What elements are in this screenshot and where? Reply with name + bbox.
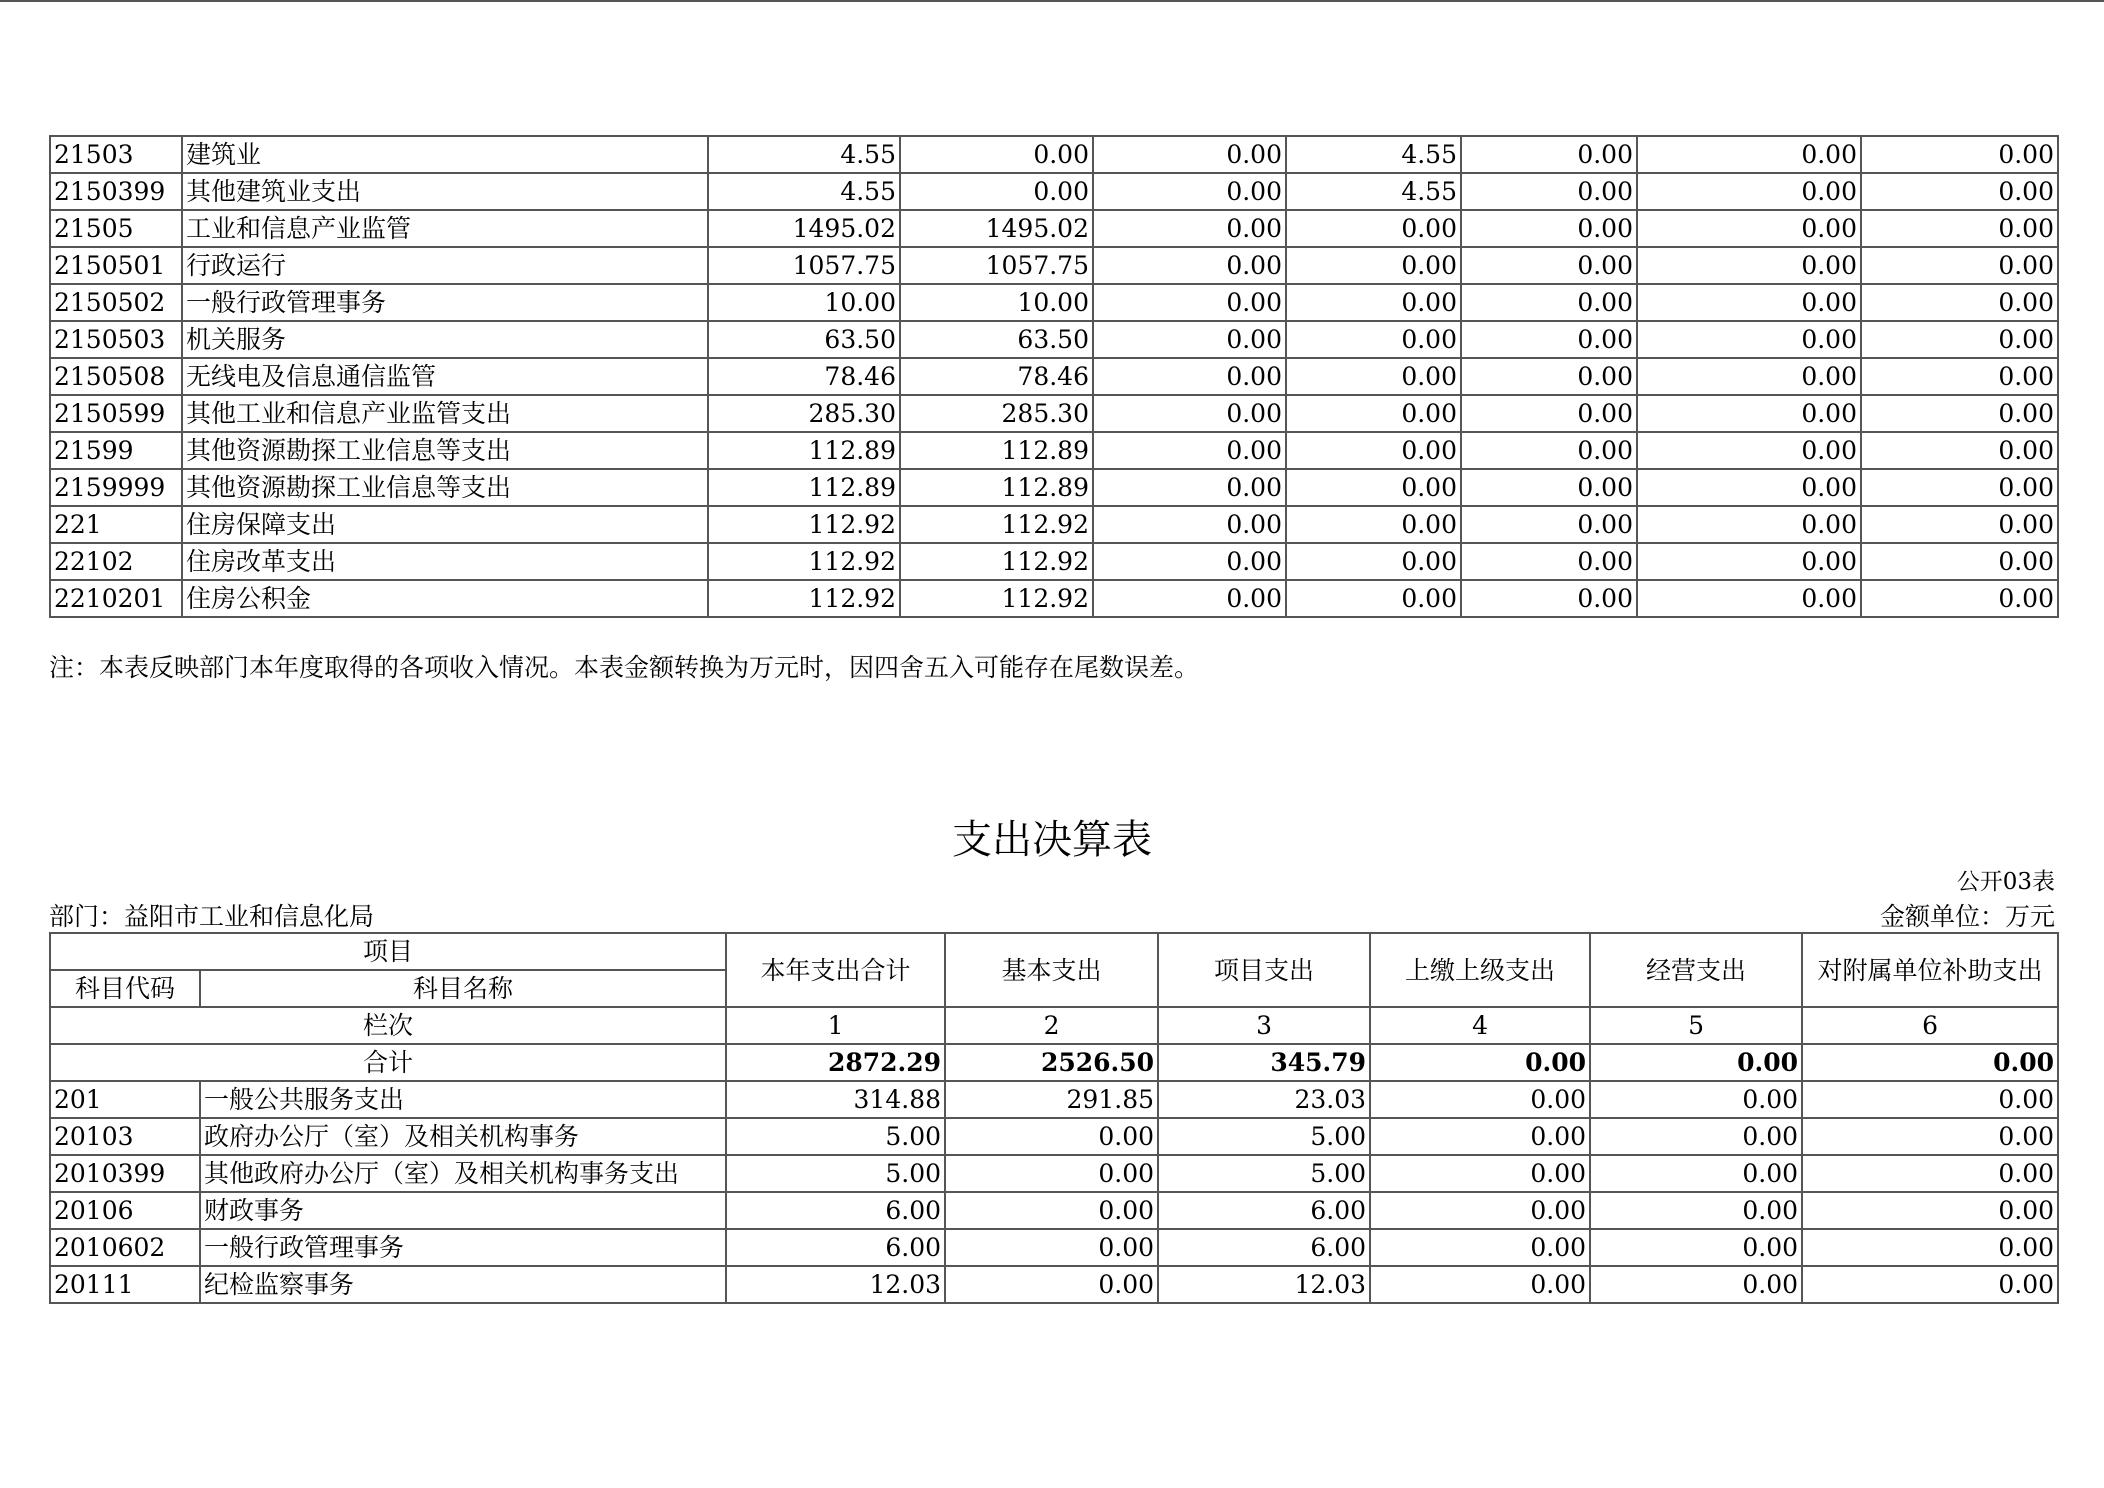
amount-cell: 63.50 bbox=[708, 321, 900, 358]
amount-cell: 0.00 bbox=[1590, 1192, 1802, 1229]
amount-cell: 6.00 bbox=[1158, 1229, 1370, 1266]
amount-cell: 0.00 bbox=[1637, 284, 1861, 321]
subject-name-cell: 财政事务 bbox=[200, 1192, 726, 1229]
subject-code-cell: 2150508 bbox=[50, 358, 182, 395]
amount-cell: 10.00 bbox=[900, 284, 1093, 321]
subject-name-cell: 机关服务 bbox=[182, 321, 708, 358]
amount-cell: 78.46 bbox=[900, 358, 1093, 395]
amount-cell: 0.00 bbox=[1286, 432, 1461, 469]
amount-cell: 6.00 bbox=[726, 1229, 945, 1266]
amount-cell: 112.89 bbox=[900, 432, 1093, 469]
amount-cell: 0.00 bbox=[1861, 136, 2058, 173]
subject-code-cell: 2150399 bbox=[50, 173, 182, 210]
amount-cell: 0.00 bbox=[1590, 1118, 1802, 1155]
amount-cell: 0.00 bbox=[1861, 543, 2058, 580]
amount-cell: 0.00 bbox=[1093, 469, 1286, 506]
amount-cell: 4.55 bbox=[1286, 136, 1461, 173]
header-col-basic: 基本支出 bbox=[945, 933, 1158, 1007]
subject-name-cell: 纪检监察事务 bbox=[200, 1266, 726, 1303]
subject-code-cell: 2150503 bbox=[50, 321, 182, 358]
table-row bbox=[50, 1192, 2058, 1229]
table-row bbox=[50, 432, 2058, 469]
column-index-6: 6 bbox=[1802, 1007, 2058, 1044]
amount-cell: 0.00 bbox=[1861, 580, 2058, 617]
table-row bbox=[50, 1081, 2058, 1118]
amount-cell: 0.00 bbox=[900, 173, 1093, 210]
amount-cell: 0.00 bbox=[1590, 1081, 1802, 1118]
amount-cell: 0.00 bbox=[1861, 247, 2058, 284]
amount-cell: 0.00 bbox=[1461, 321, 1637, 358]
amount-cell: 0.00 bbox=[1861, 432, 2058, 469]
table-row bbox=[50, 321, 2058, 358]
amount-cell: 78.46 bbox=[708, 358, 900, 395]
subject-name-cell: 其他工业和信息产业监管支出 bbox=[182, 395, 708, 432]
amount-cell: 0.00 bbox=[1286, 247, 1461, 284]
subject-code-cell: 2150599 bbox=[50, 395, 182, 432]
amount-cell: 0.00 bbox=[1093, 506, 1286, 543]
table-row bbox=[50, 210, 2058, 247]
subject-name-cell: 建筑业 bbox=[182, 136, 708, 173]
amount-cell: 0.00 bbox=[1093, 247, 1286, 284]
amount-cell: 0.00 bbox=[1370, 1118, 1590, 1155]
amount-cell: 112.92 bbox=[900, 506, 1093, 543]
amount-cell: 0.00 bbox=[1461, 506, 1637, 543]
amount-cell: 112.92 bbox=[708, 506, 900, 543]
amount-cell: 5.00 bbox=[1158, 1118, 1370, 1155]
amount-cell: 0.00 bbox=[1802, 1266, 2058, 1303]
header-code: 科目代码 bbox=[50, 970, 200, 1007]
amount-cell: 0.00 bbox=[1286, 395, 1461, 432]
amount-cell: 0.00 bbox=[1637, 247, 1861, 284]
amount-cell: 0.00 bbox=[1637, 580, 1861, 617]
amount-cell: 0.00 bbox=[1861, 469, 2058, 506]
subject-name-cell: 一般行政管理事务 bbox=[182, 284, 708, 321]
amount-cell: 0.00 bbox=[1861, 395, 2058, 432]
header-col-subsidiary: 对附属单位补助支出 bbox=[1802, 933, 2058, 1007]
amount-cell: 0.00 bbox=[1461, 432, 1637, 469]
subject-code-cell: 201 bbox=[50, 1081, 200, 1118]
table-row bbox=[50, 284, 2058, 321]
header-item: 项目 bbox=[50, 933, 726, 970]
subject-name-cell: 无线电及信息通信监管 bbox=[182, 358, 708, 395]
amount-cell: 112.89 bbox=[708, 469, 900, 506]
expense-table-title: 支出决算表 bbox=[952, 817, 1152, 863]
amount-cell: 0.00 bbox=[1861, 173, 2058, 210]
subject-name-cell: 其他建筑业支出 bbox=[182, 173, 708, 210]
amount-cell: 0.00 bbox=[1286, 506, 1461, 543]
amount-cell: 0.00 bbox=[1286, 469, 1461, 506]
column-index-label: 栏次 bbox=[50, 1007, 726, 1044]
amount-cell: 0.00 bbox=[1370, 1155, 1590, 1192]
amount-cell: 0.00 bbox=[1802, 1155, 2058, 1192]
amount-cell: 291.85 bbox=[945, 1081, 1158, 1118]
amount-cell: 0.00 bbox=[1093, 136, 1286, 173]
amount-cell: 0.00 bbox=[1286, 543, 1461, 580]
table-row bbox=[50, 1155, 2058, 1192]
amount-cell: 0.00 bbox=[1286, 321, 1461, 358]
amount-cell: 0.00 bbox=[1637, 173, 1861, 210]
subject-name-cell: 住房公积金 bbox=[182, 580, 708, 617]
amount-cell: 4.55 bbox=[708, 173, 900, 210]
subject-name-cell: 其他资源勘探工业信息等支出 bbox=[182, 432, 708, 469]
amount-cell: 12.03 bbox=[1158, 1266, 1370, 1303]
table-row bbox=[50, 395, 2058, 432]
subject-code-cell: 2010399 bbox=[50, 1155, 200, 1192]
amount-cell: 314.88 bbox=[726, 1081, 945, 1118]
amount-cell: 0.00 bbox=[1370, 1229, 1590, 1266]
table-row bbox=[50, 1266, 2058, 1303]
amount-cell: 1495.02 bbox=[708, 210, 900, 247]
total-value-4: 0.00 bbox=[1370, 1044, 1590, 1081]
amount-cell: 0.00 bbox=[1590, 1155, 1802, 1192]
subject-code-cell: 20106 bbox=[50, 1192, 200, 1229]
subject-code-cell: 21505 bbox=[50, 210, 182, 247]
amount-cell: 0.00 bbox=[1093, 543, 1286, 580]
amount-cell: 0.00 bbox=[1286, 284, 1461, 321]
header-col-total: 本年支出合计 bbox=[726, 933, 945, 1007]
total-value-3: 345.79 bbox=[1158, 1044, 1370, 1081]
amount-cell: 0.00 bbox=[1093, 358, 1286, 395]
amount-cell: 0.00 bbox=[1637, 136, 1861, 173]
column-index-row bbox=[50, 1007, 2058, 1044]
table-row bbox=[50, 358, 2058, 395]
subject-name-cell: 政府办公厅（室）及相关机构事务 bbox=[200, 1118, 726, 1155]
amount-cell: 0.00 bbox=[1861, 506, 2058, 543]
amount-cell: 4.55 bbox=[708, 136, 900, 173]
subject-name-cell: 住房保障支出 bbox=[182, 506, 708, 543]
subject-code-cell: 221 bbox=[50, 506, 182, 543]
subject-code-cell: 20103 bbox=[50, 1118, 200, 1155]
amount-cell: 0.00 bbox=[945, 1229, 1158, 1266]
subject-name-cell: 行政运行 bbox=[182, 247, 708, 284]
subject-code-cell: 21503 bbox=[50, 136, 182, 173]
form-number: 公开03表 bbox=[1956, 869, 2055, 895]
header-name: 科目名称 bbox=[200, 970, 726, 1007]
subject-name-cell: 其他资源勘探工业信息等支出 bbox=[182, 469, 708, 506]
table-row bbox=[50, 469, 2058, 506]
total-value-1: 2872.29 bbox=[726, 1044, 945, 1081]
column-index-2: 2 bbox=[945, 1007, 1158, 1044]
amount-cell: 285.30 bbox=[708, 395, 900, 432]
amount-cell: 112.92 bbox=[708, 543, 900, 580]
column-index-5: 5 bbox=[1590, 1007, 1802, 1044]
subject-code-cell: 22102 bbox=[50, 543, 182, 580]
amount-cell: 0.00 bbox=[1590, 1266, 1802, 1303]
amount-cell: 0.00 bbox=[945, 1118, 1158, 1155]
amount-cell: 0.00 bbox=[945, 1192, 1158, 1229]
amount-cell: 0.00 bbox=[1093, 173, 1286, 210]
amount-cell: 12.03 bbox=[726, 1266, 945, 1303]
subject-code-cell: 20111 bbox=[50, 1266, 200, 1303]
amount-cell: 0.00 bbox=[945, 1266, 1158, 1303]
table-row bbox=[50, 506, 2058, 543]
amount-cell: 0.00 bbox=[1461, 173, 1637, 210]
subject-code-cell: 2210201 bbox=[50, 580, 182, 617]
amount-cell: 0.00 bbox=[1637, 358, 1861, 395]
amount-cell: 5.00 bbox=[1158, 1155, 1370, 1192]
subject-name-cell: 一般公共服务支出 bbox=[200, 1081, 726, 1118]
column-index-4: 4 bbox=[1370, 1007, 1590, 1044]
column-index-1: 1 bbox=[726, 1007, 945, 1044]
amount-cell: 0.00 bbox=[1093, 432, 1286, 469]
subject-name-cell: 住房改革支出 bbox=[182, 543, 708, 580]
expense-table bbox=[49, 932, 2059, 1304]
subject-code-cell: 2150501 bbox=[50, 247, 182, 284]
amount-cell: 0.00 bbox=[1286, 210, 1461, 247]
amount-cell: 0.00 bbox=[1461, 543, 1637, 580]
amount-cell: 0.00 bbox=[1802, 1118, 2058, 1155]
header-col-operating: 经营支出 bbox=[1590, 933, 1802, 1007]
amount-cell: 0.00 bbox=[1802, 1192, 2058, 1229]
amount-cell: 0.00 bbox=[1861, 210, 2058, 247]
amount-cell: 0.00 bbox=[1370, 1266, 1590, 1303]
amount-cell: 0.00 bbox=[1637, 395, 1861, 432]
amount-cell: 112.92 bbox=[708, 580, 900, 617]
amount-cell: 0.00 bbox=[1461, 210, 1637, 247]
amount-cell: 0.00 bbox=[1370, 1192, 1590, 1229]
amount-cell: 0.00 bbox=[1461, 469, 1637, 506]
total-value-5: 0.00 bbox=[1590, 1044, 1802, 1081]
income-table-continued bbox=[49, 135, 2059, 618]
table-row bbox=[50, 173, 2058, 210]
header-col-upper: 上缴上级支出 bbox=[1370, 933, 1590, 1007]
amount-cell: 0.00 bbox=[945, 1155, 1158, 1192]
amount-cell: 23.03 bbox=[1158, 1081, 1370, 1118]
amount-cell: 4.55 bbox=[1286, 173, 1461, 210]
department-label: 部门：益阳市工业和信息化局 bbox=[49, 902, 375, 931]
column-index-3: 3 bbox=[1158, 1007, 1370, 1044]
amount-cell: 285.30 bbox=[900, 395, 1093, 432]
amount-cell: 0.00 bbox=[1286, 580, 1461, 617]
amount-cell: 0.00 bbox=[1093, 321, 1286, 358]
amount-cell: 0.00 bbox=[1861, 358, 2058, 395]
amount-cell: 1057.75 bbox=[708, 247, 900, 284]
table-row bbox=[50, 1229, 2058, 1266]
income-table-note: 注：本表反映部门本年度取得的各项收入情况。本表金额转换为万元时，因四舍五入可能存在尾数误差。 bbox=[49, 653, 1200, 682]
amount-cell: 0.00 bbox=[1093, 210, 1286, 247]
amount-cell: 5.00 bbox=[726, 1155, 945, 1192]
amount-cell: 1057.75 bbox=[900, 247, 1093, 284]
amount-cell: 0.00 bbox=[1370, 1081, 1590, 1118]
amount-cell: 0.00 bbox=[1802, 1081, 2058, 1118]
table-row bbox=[50, 136, 2058, 173]
amount-cell: 112.92 bbox=[900, 580, 1093, 617]
amount-cell: 0.00 bbox=[1802, 1229, 2058, 1266]
amount-cell: 0.00 bbox=[1093, 284, 1286, 321]
subject-name-cell: 其他政府办公厅（室）及相关机构事务支出 bbox=[200, 1155, 726, 1192]
amount-cell: 10.00 bbox=[708, 284, 900, 321]
amount-unit-label: 金额单位：万元 bbox=[1879, 902, 2055, 931]
amount-cell: 0.00 bbox=[1461, 358, 1637, 395]
total-value-2: 2526.50 bbox=[945, 1044, 1158, 1081]
amount-cell: 6.00 bbox=[1158, 1192, 1370, 1229]
amount-cell: 0.00 bbox=[1590, 1229, 1802, 1266]
header-row-1 bbox=[50, 933, 2058, 970]
amount-cell: 0.00 bbox=[1861, 284, 2058, 321]
amount-cell: 112.89 bbox=[900, 469, 1093, 506]
subject-name-cell: 工业和信息产业监管 bbox=[182, 210, 708, 247]
table-row bbox=[50, 247, 2058, 284]
amount-cell: 63.50 bbox=[900, 321, 1093, 358]
subject-code-cell: 2150502 bbox=[50, 284, 182, 321]
amount-cell: 0.00 bbox=[1637, 506, 1861, 543]
amount-cell: 6.00 bbox=[726, 1192, 945, 1229]
amount-cell: 5.00 bbox=[726, 1118, 945, 1155]
amount-cell: 0.00 bbox=[1093, 395, 1286, 432]
amount-cell: 0.00 bbox=[1461, 284, 1637, 321]
amount-cell: 0.00 bbox=[1861, 321, 2058, 358]
amount-cell: 0.00 bbox=[1637, 210, 1861, 247]
amount-cell: 0.00 bbox=[1637, 432, 1861, 469]
page-top-border bbox=[0, 0, 2104, 2]
amount-cell: 0.00 bbox=[1461, 136, 1637, 173]
amount-cell: 0.00 bbox=[1093, 580, 1286, 617]
amount-cell: 0.00 bbox=[1461, 247, 1637, 284]
amount-cell: 0.00 bbox=[1637, 321, 1861, 358]
subject-code-cell: 2159999 bbox=[50, 469, 182, 506]
amount-cell: 0.00 bbox=[1461, 580, 1637, 617]
total-row bbox=[50, 1044, 2058, 1081]
subject-code-cell: 2010602 bbox=[50, 1229, 200, 1266]
total-label: 合计 bbox=[50, 1044, 726, 1081]
amount-cell: 0.00 bbox=[1637, 543, 1861, 580]
subject-code-cell: 21599 bbox=[50, 432, 182, 469]
table-row bbox=[50, 1118, 2058, 1155]
table-row bbox=[50, 543, 2058, 580]
amount-cell: 0.00 bbox=[900, 136, 1093, 173]
amount-cell: 0.00 bbox=[1286, 358, 1461, 395]
amount-cell: 112.92 bbox=[900, 543, 1093, 580]
table-row bbox=[50, 580, 2058, 617]
total-value-6: 0.00 bbox=[1802, 1044, 2058, 1081]
amount-cell: 0.00 bbox=[1461, 395, 1637, 432]
amount-cell: 112.89 bbox=[708, 432, 900, 469]
subject-name-cell: 一般行政管理事务 bbox=[200, 1229, 726, 1266]
header-col-project: 项目支出 bbox=[1158, 933, 1370, 1007]
amount-cell: 1495.02 bbox=[900, 210, 1093, 247]
amount-cell: 0.00 bbox=[1637, 469, 1861, 506]
